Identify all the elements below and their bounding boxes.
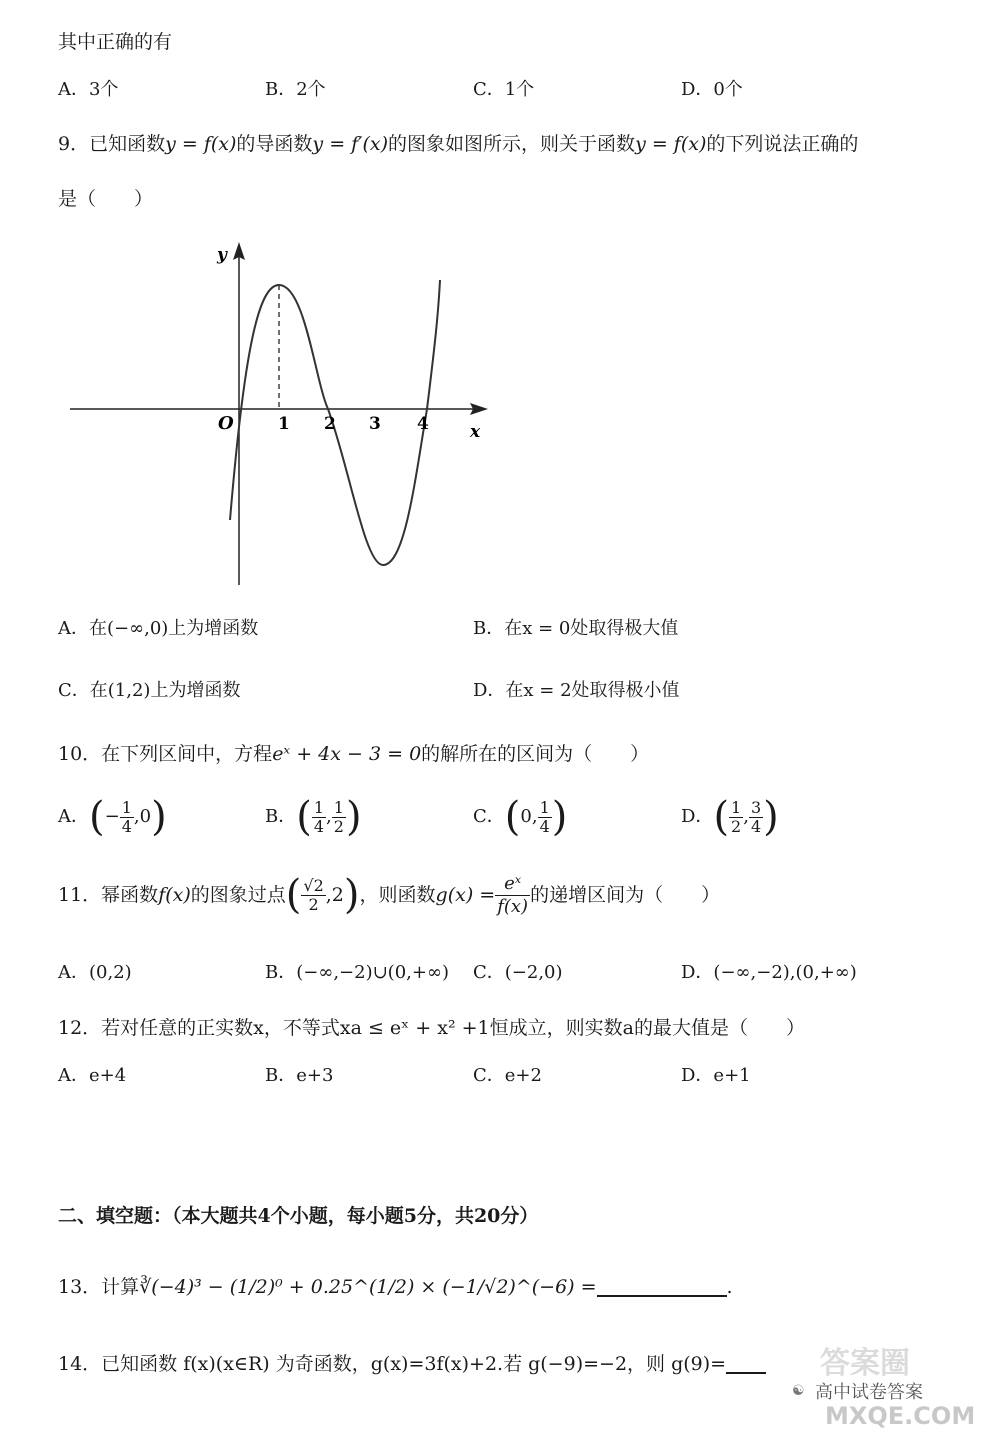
q9-derivative-graph [60,230,500,600]
origin-label: O [218,413,234,434]
q12-option-c: C．e+2 [473,1065,542,1086]
x-tick-1: 1 [278,414,290,434]
q8-tail-text: 其中正确的有 [58,31,173,53]
q9-option-a: A．在(−∞,0)上为增函数 [58,618,259,639]
q9-option-d: D．在x = 2处取得极小值 [473,680,680,701]
q13-stem: 13．计算 ∛(−4)³ − (1/2)⁰ + 0.25^(1/2) × (−1/√2)^(−6) = . [58,1276,733,1298]
wechat-icon: ☯ [792,1383,805,1399]
q12-stem: 12．若对任意的正实数x，不等式xa ≤ eˣ + x² +1恒成立，则实数a的最大值是（ ） [58,1017,805,1039]
q12-option-d: D．e+1 [681,1065,751,1086]
q11-option-b: B．(−∞,−2)∪(0,+∞) [265,962,449,983]
q14-answer-blank[interactable] [726,1354,766,1374]
q9-stem-line2: 是（ ） [58,188,154,210]
q12-option-a: A．e+4 [58,1065,127,1086]
q11-option-c: C．(−2,0) [473,962,563,983]
x-tick-3: 3 [369,414,381,434]
watermark-source: 高中试卷答案 [815,1382,923,1403]
q9-stem-line1: 9．已知函数y = f(x)的导函数y = f′(x)的图象如图所示，则关于函数y = f(x)的下列说法正确的 [58,133,859,155]
q8-option-b: B．2个 [265,79,326,100]
q14-stem: 14．已知函数 f(x)(x∈R) 为奇函数，g(x)=3f(x)+2.若 g(−9)=−2，则 g(9)= [58,1352,766,1376]
q13-answer-blank[interactable] [597,1277,727,1297]
q11-option-d: D．(−∞,−2),(0,+∞) [681,962,857,983]
x-tick-4: 4 [417,414,429,434]
watermark-site: MXQE.COM [825,1402,976,1430]
q11-stem: 11．幂函数 f(x) 的图象过点 ( $\frac{√2}{2}$ ,2 ) ，则函数 g(x) = $\frac{\text{eˣ}}{f(x)}$ 的递增区间为（ ） [58,872,721,918]
q8-option-d: D．0个 [681,79,743,100]
y-axis-label: y [217,245,227,265]
x-axis-label: x [470,422,481,442]
q10-option-c: C． ( 0, $\frac{1}{4}$ ) [473,794,568,840]
q10-option-a: A． ( − $\frac{1}{4}$ ,0 ) [58,794,167,840]
q10-option-b: B． ( $\frac{1}{4}$ , $\frac{1}{2}$ ) [265,794,362,840]
x-tick-2: 2 [324,414,336,434]
q12-option-b: B．e+3 [265,1065,334,1086]
q9-option-b: B．在x = 0处取得极大值 [473,618,679,639]
q11-option-a: A．(0,2) [58,962,132,983]
q9-option-c: C．在(1,2)上为增函数 [58,680,241,701]
watermark-logo: 答案圈 [820,1346,910,1381]
q10-stem: 10．在下列区间中，方程eˣ + 4x − 3 = 0的解所在的区间为（ ） [58,743,650,765]
section-2-title: 二、填空题：（本大题共4个小题，每小题5分，共20分） [58,1205,539,1227]
q10-option-d: D． ( $\frac{1}{2}$ , $\frac{3}{4}$ ) [681,794,779,840]
q8-option-c: C．1个 [473,79,535,100]
q8-option-a: A．3个 [58,79,119,100]
